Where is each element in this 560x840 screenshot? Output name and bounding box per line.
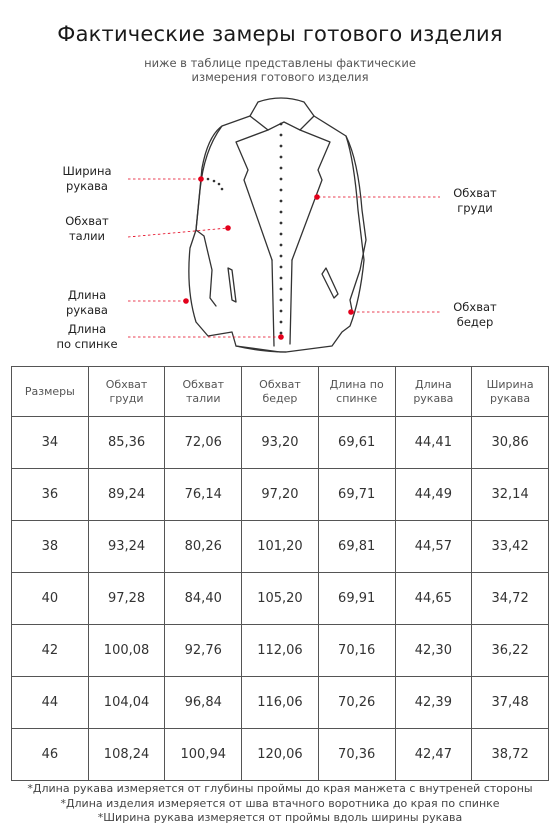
table-cell: 97,20 — [242, 469, 319, 521]
table-cell: 116,06 — [242, 677, 319, 729]
label-sleeve-length — [52, 288, 122, 318]
table-cell: 108,24 — [88, 729, 165, 781]
table-cell: 36 — [12, 469, 89, 521]
table-cell: 101,20 — [242, 521, 319, 573]
jacket-body — [189, 116, 364, 352]
table-cell: 40 — [12, 573, 89, 625]
table-cell: 42,30 — [395, 625, 472, 677]
pocket-right — [322, 268, 338, 298]
table-cell: 70,26 — [318, 677, 395, 729]
marker-back-length — [278, 334, 284, 340]
size-table — [11, 366, 549, 781]
header-sleeve-length: Длина рукава — [395, 367, 472, 417]
table-cell: 42,39 — [395, 677, 472, 729]
table-row — [12, 677, 549, 729]
header-size: Размеры — [12, 367, 89, 417]
jacket-lapel-left — [236, 130, 272, 260]
marker-sleeve-width — [198, 176, 204, 182]
table-cell: 85,36 — [88, 417, 165, 469]
jacket-sleeve-left — [196, 126, 222, 306]
marker-sleeve-length — [183, 298, 189, 304]
label-waist — [52, 214, 122, 244]
header-chest: Обхват груди — [88, 367, 165, 417]
table-cell: 32,14 — [472, 469, 549, 521]
footnotes — [0, 782, 560, 826]
header-waist: Обхват талии — [165, 367, 242, 417]
table-cell: 33,42 — [472, 521, 549, 573]
table-cell: 69,91 — [318, 573, 395, 625]
jacket-diagram — [0, 90, 560, 360]
table-cell: 30,86 — [472, 417, 549, 469]
table-cell: 80,26 — [165, 521, 242, 573]
table-row — [12, 417, 549, 469]
label-hips — [440, 300, 510, 330]
table-cell: 37,48 — [472, 677, 549, 729]
table-cell: 70,16 — [318, 625, 395, 677]
table-cell: 97,28 — [88, 573, 165, 625]
table-cell: 96,84 — [165, 677, 242, 729]
table-row — [12, 521, 549, 573]
table-cell: 36,22 — [472, 625, 549, 677]
page-subtitle — [0, 56, 560, 84]
header-back-length: Длина по спинке — [318, 367, 395, 417]
table-cell: 44,41 — [395, 417, 472, 469]
table-cell: 34,72 — [472, 573, 549, 625]
table-row — [12, 469, 549, 521]
table-cell: 70,36 — [318, 729, 395, 781]
table-cell: 72,06 — [165, 417, 242, 469]
table-row — [12, 625, 549, 677]
label-hips-line-2: бедер — [456, 315, 494, 329]
jacket-collar — [250, 98, 314, 130]
marker-waist — [225, 225, 231, 231]
label-chest-line-2: груди — [457, 201, 493, 215]
table-cell: 112,06 — [242, 625, 319, 677]
label-sleeve-width-line-2: рукава — [66, 179, 108, 193]
table-cell: 44,65 — [395, 573, 472, 625]
page-title: Фактические замеры готового изделия — [57, 22, 503, 46]
footnote-sleeve-length: *Длина рукава измеряется от глубины проймы до края манжета с внутреней стороны — [27, 782, 533, 795]
table-cell: 69,81 — [318, 521, 395, 573]
table-cell: 38,72 — [472, 729, 549, 781]
jacket-front-edge-right — [290, 260, 292, 344]
table-cell: 76,14 — [165, 469, 242, 521]
table-cell: 104,04 — [88, 677, 165, 729]
table-header-row — [12, 367, 549, 417]
jacket-lapel-right — [292, 130, 330, 260]
table-cell: 69,71 — [318, 469, 395, 521]
table-cell: 84,40 — [165, 573, 242, 625]
table-row — [12, 573, 549, 625]
marker-hips — [348, 309, 354, 315]
table-cell: 69,61 — [318, 417, 395, 469]
table-cell: 46 — [12, 729, 89, 781]
label-sleeve-width — [52, 164, 122, 194]
label-chest-line-1: Обхват — [453, 186, 497, 200]
label-back-length-line-1: Длина — [67, 322, 107, 336]
pocket-left — [228, 268, 236, 302]
table-cell: 93,24 — [88, 521, 165, 573]
subtitle-line-1: ниже в таблице представлены фактические — [144, 56, 416, 70]
table-cell: 38 — [12, 521, 89, 573]
table-cell: 100,94 — [165, 729, 242, 781]
label-waist-line-2: талии — [68, 229, 106, 243]
table-row — [12, 729, 549, 781]
footnote-sleeve-width: *Ширина рукава измеряется от проймы вдоль ширины рукава — [97, 811, 463, 824]
subtitle-line-2: измерения готового изделия — [191, 70, 369, 84]
table-cell: 120,06 — [242, 729, 319, 781]
label-hips-line-1: Обхват — [453, 300, 497, 314]
label-back-length-line-2: по спинке — [56, 337, 118, 351]
label-sleeve-width-line-1: Ширина — [62, 164, 112, 178]
header-sleeve-width: Ширина рукава — [472, 367, 549, 417]
table-cell: 44,57 — [395, 521, 472, 573]
table-cell: 89,24 — [88, 469, 165, 521]
table-cell: 92,76 — [165, 625, 242, 677]
table-cell: 42,47 — [395, 729, 472, 781]
label-sleeve-length-line-1: Длина — [67, 288, 107, 302]
table-cell: 105,20 — [242, 573, 319, 625]
label-waist-line-1: Обхват — [65, 214, 109, 228]
table-cell: 100,08 — [88, 625, 165, 677]
header-hips: Обхват бедер — [242, 367, 319, 417]
table-cell: 93,20 — [242, 417, 319, 469]
jacket-front-edge — [272, 260, 274, 346]
label-sleeve-length-line-2: рукава — [66, 303, 108, 317]
footnote-item-length: *Длина изделия измеряется от шва втачного воротника до края по спинке — [60, 796, 500, 810]
table-cell: 44 — [12, 677, 89, 729]
table-cell: 44,49 — [395, 469, 472, 521]
label-chest — [440, 186, 510, 216]
table-cell: 34 — [12, 417, 89, 469]
jacket-sleeve-right — [346, 136, 366, 310]
table-cell: 42 — [12, 625, 89, 677]
label-back-length — [48, 322, 126, 352]
marker-chest — [314, 194, 320, 200]
